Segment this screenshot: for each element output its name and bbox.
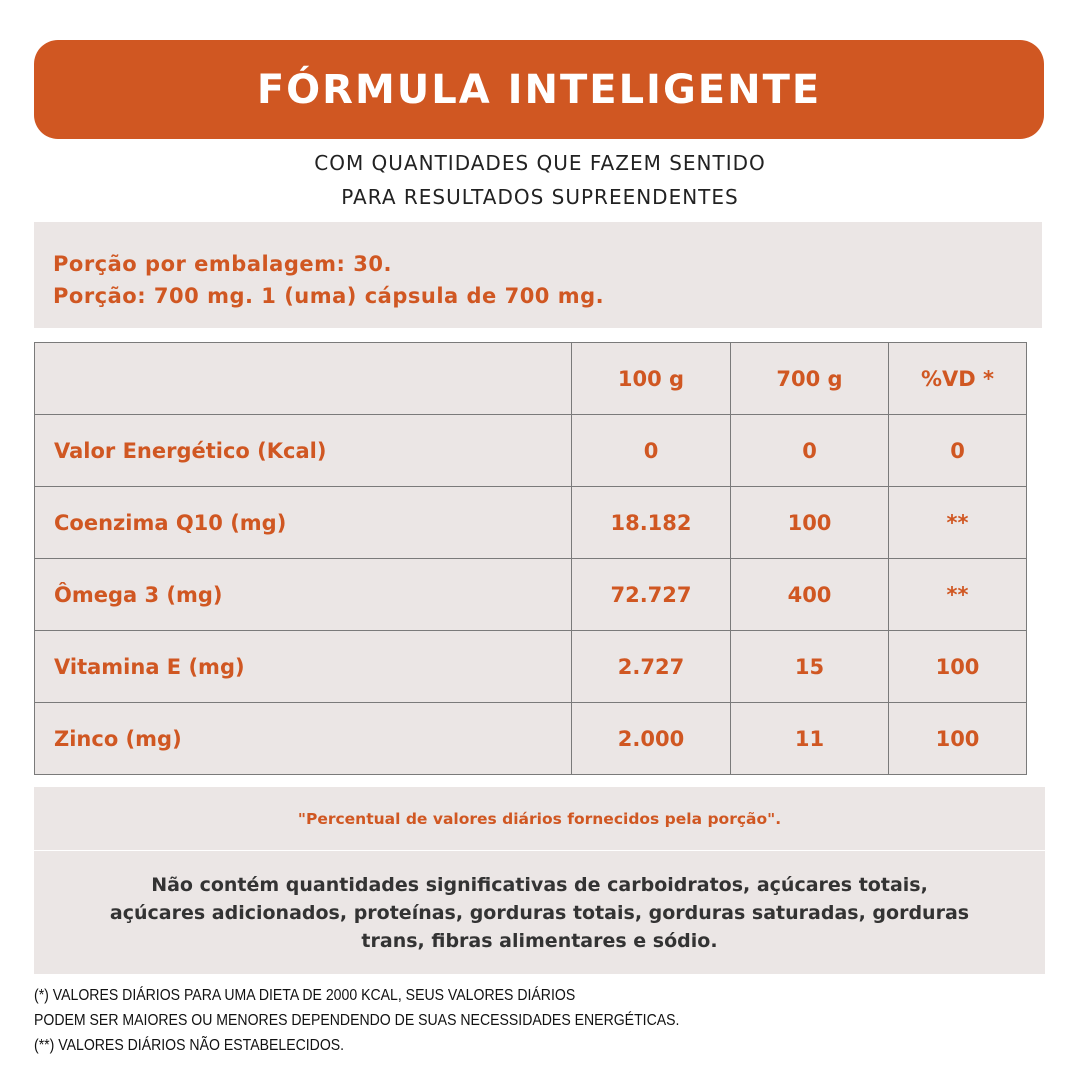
value-100g: 18.182 bbox=[572, 487, 731, 559]
value-700g: 11 bbox=[731, 703, 889, 775]
serving-info bbox=[34, 222, 1042, 328]
table-row bbox=[35, 703, 1027, 775]
nutrient-name: Coenzima Q10 (mg) bbox=[35, 487, 572, 559]
value-700g: 400 bbox=[731, 559, 889, 631]
value-vd: ** bbox=[889, 487, 1027, 559]
nutrient-name: Vitamina E (mg) bbox=[35, 631, 572, 703]
value-700g: 15 bbox=[731, 631, 889, 703]
value-vd: 0 bbox=[889, 415, 1027, 487]
nutrient-name: Zinco (mg) bbox=[35, 703, 572, 775]
nutrient-name: Valor Energético (Kcal) bbox=[35, 415, 572, 487]
daily-value-note: "Percentual de valores diários fornecidos pela porção". bbox=[34, 787, 1045, 850]
subtitle-line: PARA RESULTADOS SUPREENDENTES bbox=[341, 185, 739, 209]
serving-size: Porção: 700 mg. 1 (uma) cápsula de 700 mg. bbox=[53, 284, 605, 308]
not-significant-text: Não contém quantidades significativas de carboidratos, açúcares totais, açúcares adicionados, proteínas, gorduras totais, gorduras saturadas, gorduras trans, fibras alimentares e sódio. bbox=[109, 873, 970, 952]
footnote: (*) VALORES DIÁRIOS PARA UMA DIETA DE 2000 KCAL, SEUS VALORES DIÁRIOS bbox=[34, 987, 576, 1004]
page-title: FÓRMULA INTELIGENTE bbox=[256, 66, 822, 113]
value-vd: ** bbox=[889, 559, 1027, 631]
footnote: (**) VALORES DIÁRIOS NÃO ESTABELECIDOS. bbox=[34, 1037, 345, 1054]
header-cell: 700 g bbox=[731, 343, 889, 415]
table-row bbox=[35, 415, 1027, 487]
title-banner bbox=[34, 40, 1044, 139]
table-row bbox=[35, 487, 1027, 559]
header-cell bbox=[35, 343, 572, 415]
value-vd: 100 bbox=[889, 631, 1027, 703]
not-significant-panel bbox=[34, 851, 1045, 974]
value-vd: 100 bbox=[889, 703, 1027, 775]
table-row bbox=[35, 631, 1027, 703]
servings-per-package: Porção por embalagem: 30. bbox=[53, 252, 392, 276]
footnote: PODEM SER MAIORES OU MENORES DEPENDENDO DE SUAS NECESSIDADES ENERGÉTICAS. bbox=[34, 1012, 680, 1029]
value-700g: 100 bbox=[731, 487, 889, 559]
value-100g: 2.000 bbox=[572, 703, 731, 775]
value-100g: 2.727 bbox=[572, 631, 731, 703]
nutrition-table bbox=[34, 342, 1027, 775]
table-row bbox=[35, 559, 1027, 631]
header-cell: %VD * bbox=[889, 343, 1027, 415]
nutrient-name: Ômega 3 (mg) bbox=[35, 559, 572, 631]
table-header-row bbox=[35, 343, 1027, 415]
value-100g: 72.727 bbox=[572, 559, 731, 631]
subtitle-line: COM QUANTIDADES QUE FAZEM SENTIDO bbox=[314, 151, 766, 175]
value-700g: 0 bbox=[731, 415, 889, 487]
header-cell: 100 g bbox=[572, 343, 731, 415]
value-100g: 0 bbox=[572, 415, 731, 487]
